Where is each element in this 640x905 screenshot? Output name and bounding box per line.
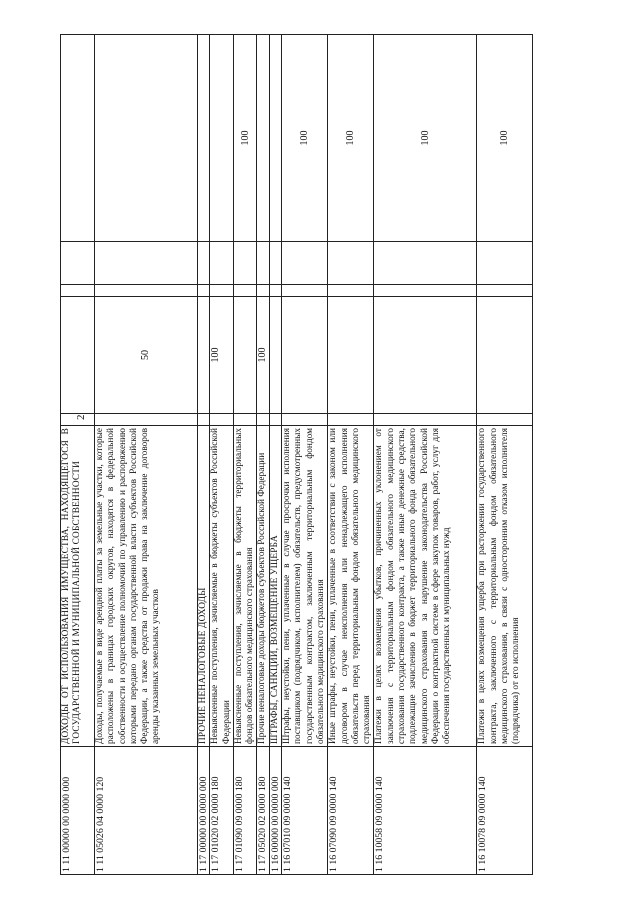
table-body	[61, 35, 533, 875]
norm-value-cell-c3	[282, 285, 328, 297]
budget-code-cell: 1 16 10078 09 0000 140	[477, 747, 533, 875]
norm-value-cell-c2	[282, 297, 328, 414]
income-distribution-table	[60, 34, 533, 875]
norm-value-cell-c1	[477, 414, 533, 426]
income-name-cell: ПРОЧИЕ НЕНАЛОГОВЫЕ ДОХОДЫ	[198, 426, 210, 747]
table-row	[282, 35, 328, 875]
income-name-cell: ШТРАФЫ, САНКЦИИ, ВОЗМЕЩЕНИЕ УЩЕРБА	[269, 426, 281, 747]
norm-value-cell-c2: 50	[95, 297, 198, 414]
norm-value-cell-c1	[233, 414, 257, 426]
norm-value-cell-c3	[477, 285, 533, 297]
norm-value-cell-c1	[210, 414, 234, 426]
budget-code-cell: 1 17 01020 02 0000 180	[210, 747, 234, 875]
norm-value-cell-c3	[374, 285, 477, 297]
norm-value-cell-c3	[198, 285, 210, 297]
norm-value-cell-c3	[257, 285, 269, 297]
norm-value-cell-c1	[282, 414, 328, 426]
norm-value-cell-c4	[269, 242, 281, 285]
norm-value-cell-c2	[328, 297, 374, 414]
norm-value-cell-c2	[477, 297, 533, 414]
norm-value-cell-c1	[374, 414, 477, 426]
budget-code-cell: 1 16 07090 09 0000 140	[328, 747, 374, 875]
norm-value-cell-c4	[233, 242, 257, 285]
norm-value-cell-c1	[269, 414, 281, 426]
table-row	[328, 35, 374, 875]
norm-value-cell-c1	[61, 414, 95, 426]
norm-value-cell-c3	[210, 285, 234, 297]
norm-value-cell-c4	[282, 242, 328, 285]
budget-code-cell: 1 11 00000 00 0000 000	[61, 747, 95, 875]
norm-value-cell-c5	[210, 35, 234, 242]
norm-value-cell-c5: 100	[233, 35, 257, 242]
norm-value-cell-c2	[269, 297, 281, 414]
norm-value-cell-c4	[61, 242, 95, 285]
norm-value-cell-c4	[210, 242, 234, 285]
budget-code-cell: 1 16 07010 09 0000 140	[282, 747, 328, 875]
norm-value-cell-c5	[198, 35, 210, 242]
norm-value-cell-c1	[257, 414, 269, 426]
norm-value-cell-c2	[61, 297, 95, 414]
table-row	[95, 35, 198, 875]
income-name-cell: Невыясненные поступления, зачисляемые в бюджеты территориальных фондов обязательного медицинского страхования	[233, 426, 257, 747]
budget-code-cell: 1 16 00000 00 0000 000	[269, 747, 281, 875]
norm-value-cell-c5: 100	[282, 35, 328, 242]
budget-code-cell: 1 17 00000 00 0000 000	[198, 747, 210, 875]
norm-value-cell-c3	[61, 285, 95, 297]
rotated-table-wrapper	[60, 35, 533, 875]
income-name-cell: Доходы, получаемые в виде арендной платы за земельные участки, которые расположены в границах городских округов, находятся в федеральной собственности и осуществление полномочий по управлению и распоряжению которыми передано органам государственной власти субъектов Российской Федерации, а также средства от продажи права на заключение договоров аренды указанных земельных участков	[95, 426, 198, 747]
norm-value-cell-c4	[477, 242, 533, 285]
norm-value-cell-c2	[374, 297, 477, 414]
norm-value-cell-c4	[374, 242, 477, 285]
table-row	[477, 35, 533, 875]
budget-code-cell: 1 16 10058 09 0000 140	[374, 747, 477, 875]
norm-value-cell-c5: 100	[374, 35, 477, 242]
norm-value-cell-c3	[269, 285, 281, 297]
income-name-cell: Платежи в целях возмещения ущерба при расторжении государственного контракта, заключенного с территориальным фондом обязательного медицинского страхования, в связи с односторонним отказом исполнителя (подрядчика) от его исполнения	[477, 426, 533, 747]
norm-value-cell-c2: 100	[210, 297, 234, 414]
income-name-cell: Штрафы, неустойки, пени, уплаченные в случае просрочки исполнения поставщиком (подрядчиком, исполнителем) обязательств, предусмотренных государственным контрактом, заключенным территориальным фондом обязательного медицинского страхования	[282, 426, 328, 747]
norm-value-cell-c1	[198, 414, 210, 426]
norm-value-cell-c5	[257, 35, 269, 242]
budget-code-cell: 1 17 05020 02 0000 180	[257, 747, 269, 875]
norm-value-cell-c2	[198, 297, 210, 414]
table-row	[233, 35, 257, 875]
income-name-cell: Прочие неналоговые доходы бюджетов субъектов Российской Федерации	[257, 426, 269, 747]
income-name-cell: Иные штрафы, неустойки, пени, уплаченные в соответствии с законом или договором в случае неисполнения или ненадлежащего исполнения обязательств перед территориальным фондом обязательного медицинского страхования	[328, 426, 374, 747]
norm-value-cell-c2	[233, 297, 257, 414]
table-row	[210, 35, 234, 875]
norm-value-cell-c3	[95, 285, 198, 297]
table-row	[269, 35, 281, 875]
table-row	[257, 35, 269, 875]
table-row	[198, 35, 210, 875]
budget-code-cell: 1 11 05026 04 0000 120	[95, 747, 198, 875]
norm-value-cell-c4	[257, 242, 269, 285]
norm-value-cell-c1	[328, 414, 374, 426]
income-name-cell: Невыясненные поступления, зачисляемые в бюджеты субъектов Российской Федерации	[210, 426, 234, 747]
norm-value-cell-c2: 100	[257, 297, 269, 414]
table-row	[61, 35, 95, 875]
norm-value-cell-c3	[233, 285, 257, 297]
norm-value-cell-c4	[198, 242, 210, 285]
table-row	[374, 35, 477, 875]
budget-code-cell: 1 17 01090 09 0000 180	[233, 747, 257, 875]
norm-value-cell-c5: 100	[328, 35, 374, 242]
norm-value-cell-c4	[95, 242, 198, 285]
norm-value-cell-c5: 100	[477, 35, 533, 242]
income-name-cell: Платежи в целях возмещения убытков, причиненных уклонением от заключения с территориальным фондом обязательного медицинского страхования государственного контракта, а также иные денежные средства, подлежащие зачислению в бюджет территориального фонда обязательного медицинского страхования за нарушение законодательства Российской Федерации о контрактной системе в сфере закупок товаров, работ, услуг для обеспечения государственных и муниципальных нужд	[374, 426, 477, 747]
page-number: 2	[75, 414, 87, 420]
income-name-cell: ДОХОДЫ ОТ ИСПОЛЬЗОВАНИЯ ИМУЩЕСТВА, НАХОДЯЩЕГОСЯ В ГОСУДАРСТВЕННОЙ И МУНИЦИПАЛЬНОЙ СОБСТВЕННОСТИ	[61, 426, 95, 747]
norm-value-cell-c5	[61, 35, 95, 242]
norm-value-cell-c1	[95, 414, 198, 426]
norm-value-cell-c4	[328, 242, 374, 285]
norm-value-cell-c5	[95, 35, 198, 242]
norm-value-cell-c5	[269, 35, 281, 242]
norm-value-cell-c3	[328, 285, 374, 297]
